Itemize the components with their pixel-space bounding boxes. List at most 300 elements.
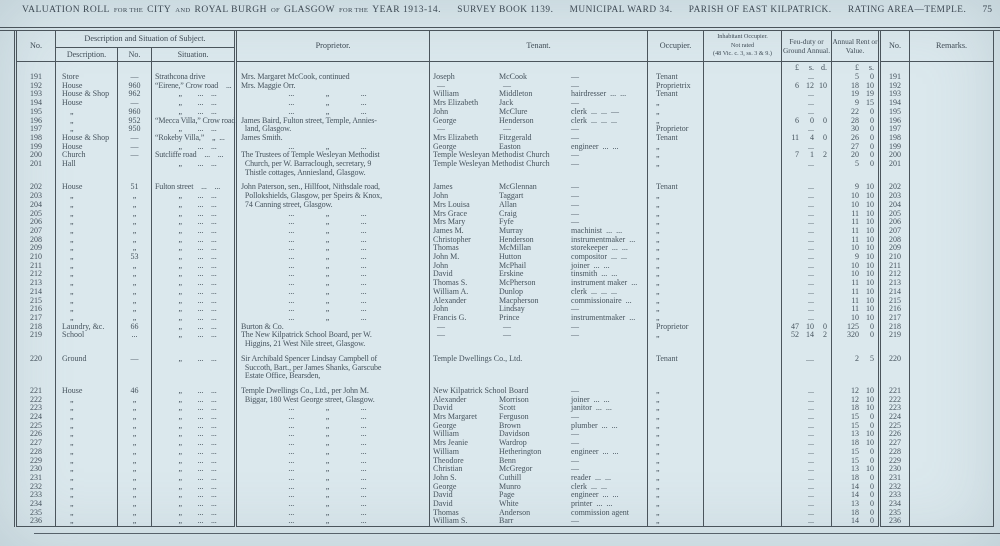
- cell-description: „: [56, 253, 118, 262]
- cell-house-no: „: [118, 509, 152, 518]
- cell-proprietor: ... „ ...: [236, 262, 430, 271]
- feu-shillings: ...: [808, 252, 815, 262]
- cell-inhabitant-occupier: [704, 465, 782, 474]
- cell-occupier: Tenant: [648, 177, 704, 192]
- tenant-occupation: clerk ... ... ...: [571, 286, 618, 296]
- tenant-surname: Davidson: [499, 429, 530, 439]
- page-number: 75: [982, 5, 992, 15]
- cell-description: „: [56, 262, 118, 271]
- cell-situation: „ ... ...: [152, 227, 236, 236]
- cell-situation: „ ... ...: [152, 381, 236, 396]
- cell-description: „: [56, 448, 118, 457]
- tenant-surname: Anderson: [499, 507, 531, 517]
- cell-house-no: 51: [118, 177, 152, 192]
- tenant-occupation: tinsmith ... ...: [571, 269, 618, 279]
- cell-occupier: „: [648, 474, 704, 483]
- cell-remarks: [910, 517, 994, 526]
- rent-pounds: 26: [851, 132, 860, 142]
- cell-remarks: [910, 270, 994, 279]
- cell-occupier: Proprietrix: [648, 82, 704, 91]
- title-segment: FOR THE: [338, 7, 369, 14]
- header-tenant: Tenant.: [430, 31, 648, 62]
- cell-situation: „ ... ...: [152, 422, 236, 431]
- feu-shillings: ...: [808, 490, 815, 500]
- table-row: [16, 381, 994, 396]
- table-row: [16, 340, 994, 349]
- cell-feu-duty: [782, 160, 832, 169]
- rent-shillings: 0: [870, 481, 875, 491]
- cell-inhabitant-occupier: [704, 422, 782, 431]
- tenant-occupation: —: [571, 217, 580, 227]
- cell-occupier: „: [648, 439, 704, 448]
- cell-occupier: „: [648, 218, 704, 227]
- tenant-occupation: instrumentmaker ...: [571, 312, 636, 322]
- cell-description: „: [56, 517, 118, 526]
- cell-occupier: „: [648, 262, 704, 271]
- feu-shillings: ...: [808, 516, 815, 526]
- feu-shillings: 1: [810, 150, 815, 160]
- cell-entry-no: 210: [16, 253, 56, 262]
- cell-entry-no: 211: [16, 262, 56, 271]
- header-description: Description.: [56, 48, 118, 62]
- cell-entry-no: 195: [16, 108, 56, 117]
- cell-feu-duty: [782, 305, 832, 314]
- cell-remarks: [910, 372, 994, 381]
- cell-occupier: „: [648, 227, 704, 236]
- rent-shillings: 0: [870, 330, 875, 340]
- feu-shillings: ...: [808, 499, 815, 509]
- cell-entry-no-right: 191: [880, 73, 910, 82]
- cell-house-no: 53: [118, 253, 152, 262]
- valuation-roll-table: [14, 31, 994, 527]
- tenant-occupation: engineer ... ...: [571, 141, 619, 151]
- cell-proprietor: ... „ ...: [236, 297, 430, 306]
- cell-description: „: [56, 297, 118, 306]
- tenant-surname: White: [499, 499, 519, 509]
- cell-house-no: —: [118, 143, 152, 152]
- cell-entry-no-right: 194: [880, 99, 910, 108]
- cell-inhabitant-occupier: [704, 253, 782, 262]
- cell-occupier: Proprietor: [648, 323, 704, 332]
- cell-remarks: [910, 430, 994, 439]
- tenant-forename: Christian: [433, 464, 463, 474]
- feu-shillings: ...: [808, 507, 815, 517]
- cell-feu-duty: [782, 517, 832, 526]
- cell-feu-duty: [782, 331, 832, 340]
- rent-pounds: 5: [855, 72, 860, 81]
- cell-entry-no: 208: [16, 236, 56, 245]
- cell-situation: „ ... ...: [152, 448, 236, 457]
- feu-shillings: ...: [808, 260, 815, 270]
- cell-tenant: [430, 323, 648, 332]
- rent-shillings: 10: [866, 260, 875, 270]
- tenant-forename: Mrs Louisa: [433, 199, 470, 209]
- tenant-occupation: —: [571, 304, 580, 314]
- cell-situation: „ ... ...: [152, 90, 236, 99]
- tenant-surname: Lindsay: [499, 304, 525, 314]
- feu-pounds: 52: [791, 330, 800, 340]
- cell-description: [56, 364, 118, 373]
- cell-entry-no: 226: [16, 430, 56, 439]
- cell-inhabitant-occupier: [704, 160, 782, 169]
- table-row: [16, 364, 994, 373]
- rent-pounds: 19: [851, 89, 860, 99]
- tenant-occupation: —: [571, 455, 580, 465]
- tenant-occupation: —: [571, 132, 580, 142]
- tenant-forename: Francis G.: [433, 312, 467, 322]
- cell-description: School: [56, 331, 118, 340]
- cell-house-no: —: [118, 134, 152, 143]
- cell-entry-no: 215: [16, 297, 56, 306]
- cell-house-no: „: [118, 439, 152, 448]
- cell-entry-no: 200: [16, 151, 56, 160]
- header-annual-rent: Annual Rent or Value.: [832, 31, 880, 62]
- rent-pounds: 22: [851, 106, 860, 116]
- rent-pounds: 15: [851, 420, 860, 430]
- tenant-forename: Theodore: [433, 455, 464, 465]
- cell-occupier: [648, 372, 704, 381]
- cell-occupier: „: [648, 117, 704, 126]
- feu-pence: 2: [823, 330, 828, 340]
- tenant-surname: Morrison: [499, 394, 529, 404]
- cell-house-no: „: [118, 314, 152, 323]
- cell-proprietor: ... „ ...: [236, 244, 430, 253]
- cell-entry-no: 192: [16, 82, 56, 91]
- cell-situation: „ ... ...: [152, 323, 236, 332]
- cell-feu-duty: [782, 448, 832, 457]
- tenant-forename: John: [433, 191, 449, 201]
- cell-remarks: [910, 279, 994, 288]
- cell-house-no: „: [118, 465, 152, 474]
- cell-feu-duty: [782, 253, 832, 262]
- cell-remarks: [910, 236, 994, 245]
- cell-remarks: [910, 227, 994, 236]
- cell-entry-no: 219: [16, 331, 56, 340]
- cell-inhabitant-occupier: [704, 117, 782, 126]
- tenant-occupation: —: [571, 429, 580, 439]
- feu-shillings: ...: [808, 481, 815, 491]
- cell-description: Hall: [56, 160, 118, 169]
- tenant-forename: John: [433, 260, 449, 270]
- table-row: [16, 160, 994, 169]
- cell-situation: „ ... ...: [152, 465, 236, 474]
- header-feu-duty: Feu-duty or Ground Annual.: [782, 31, 832, 62]
- cell-remarks: [910, 244, 994, 253]
- tenant-forename: Temple Wesleyan Methodist Church: [433, 159, 550, 169]
- tenant-surname: McCook: [499, 72, 528, 81]
- cell-occupier: „: [648, 381, 704, 396]
- cell-proprietor: ... „ ...: [236, 99, 430, 108]
- cell-situation: „ ... ...: [152, 218, 236, 227]
- cell-entry-no: 216: [16, 305, 56, 314]
- tenant-surname: Brown: [499, 420, 521, 430]
- rent-pounds: 18: [851, 438, 860, 448]
- cell-feu-duty: [782, 210, 832, 219]
- cell-inhabitant-occupier: [704, 509, 782, 518]
- tenant-forename: William A.: [433, 286, 469, 296]
- cell-feu-duty: [782, 151, 832, 160]
- cell-situation: Fulton street ... ...: [152, 177, 236, 192]
- feu-shillings: ...: [808, 217, 815, 227]
- cell-situation: „ ... ...: [152, 474, 236, 483]
- cell-occupier: Tenant: [648, 134, 704, 143]
- cell-proprietor: ... „ ...: [236, 509, 430, 518]
- cell-entry-no: [16, 340, 56, 349]
- rent-shillings: 0: [870, 490, 875, 500]
- cell-remarks: [910, 218, 994, 227]
- feu-shillings: ...: [808, 72, 815, 81]
- cell-description: „: [56, 270, 118, 279]
- cell-remarks: [910, 108, 994, 117]
- cell-proprietor: ... „ ...: [236, 448, 430, 457]
- feu-shillings: ...: [808, 243, 815, 253]
- rent-shillings: 10: [866, 243, 875, 253]
- tenant-forename: Mrs Mary: [433, 217, 466, 227]
- cell-occupier: „: [648, 99, 704, 108]
- cell-inhabitant-occupier: [704, 340, 782, 349]
- cell-entry-no: 232: [16, 483, 56, 492]
- tenant-surname: Henderson: [499, 234, 534, 244]
- cell-house-no: „: [118, 457, 152, 466]
- cell-occupier: „: [648, 288, 704, 297]
- cell-inhabitant-occupier: [704, 331, 782, 340]
- feu-pence: 2: [823, 150, 828, 160]
- header-no-left: No.: [16, 31, 56, 62]
- cell-description: „: [56, 430, 118, 439]
- rent-pounds: 11: [851, 208, 860, 218]
- cell-house-no: „: [118, 288, 152, 297]
- cell-situation: „ ... ...: [152, 201, 236, 210]
- cell-feu-duty: [782, 349, 832, 364]
- cell-inhabitant-occupier: [704, 192, 782, 201]
- tenant-occupation: printer ... ...: [571, 499, 613, 509]
- feu-shillings: ...: [808, 182, 815, 192]
- cell-entry-no: 225: [16, 422, 56, 431]
- cell-remarks: [910, 491, 994, 500]
- tenant-surname: Hutton: [499, 252, 522, 262]
- tenant-occupation: joiner ... ...: [571, 394, 610, 404]
- cell-inhabitant-occupier: [704, 491, 782, 500]
- cell-house-no: „: [118, 210, 152, 219]
- cell-entry-no-right: 234: [880, 500, 910, 509]
- tenant-surname: Middleton: [499, 89, 533, 99]
- cell-entry-no-right: 205: [880, 210, 910, 219]
- rent-pounds: 2: [855, 353, 860, 363]
- cell-remarks: [910, 160, 994, 169]
- cell-house-no: —: [118, 151, 152, 160]
- cell-feu-duty: [782, 422, 832, 431]
- tenant-forename: John: [433, 106, 449, 116]
- cell-house-no: „: [118, 483, 152, 492]
- tenant-occupation: commission agent: [571, 507, 630, 517]
- cell-inhabitant-occupier: [704, 73, 782, 82]
- cell-description: Church: [56, 151, 118, 160]
- cell-remarks: [910, 364, 994, 373]
- cell-proprietor: ... „ ...: [236, 500, 430, 509]
- cell-entry-no-right: 204: [880, 201, 910, 210]
- page-bottom-rule: [34, 533, 1000, 534]
- cell-feu-duty: [782, 288, 832, 297]
- title-segment: VALUATION ROLL: [22, 5, 110, 15]
- rent-pounds: 18: [851, 403, 860, 413]
- cell-situation: Strathcona drive: [152, 73, 236, 82]
- cell-entry-no-right: 230: [880, 465, 910, 474]
- rent-shillings: 0: [870, 446, 875, 456]
- rent-shillings: 10: [866, 295, 875, 305]
- cell-situation: „ ... ...: [152, 517, 236, 526]
- cell-entry-no-right: 215: [880, 297, 910, 306]
- rent-shillings: 10: [866, 191, 875, 201]
- cell-description: „: [56, 305, 118, 314]
- tenant-forename: David: [433, 269, 453, 279]
- cell-entry-no-right: 207: [880, 227, 910, 236]
- cell-description: „: [56, 279, 118, 288]
- cell-inhabitant-occupier: [704, 134, 782, 143]
- cell-situation: „ ... ...: [152, 108, 236, 117]
- cell-feu-duty: [782, 465, 832, 474]
- rent-pounds: 13: [851, 429, 860, 439]
- tenant-occupation: —: [571, 208, 580, 218]
- rent-pounds: 10: [851, 243, 860, 253]
- cell-inhabitant-occupier: [704, 323, 782, 332]
- cell-situation: “Eirene,” Crow road ...: [152, 82, 236, 91]
- page-header: [22, 5, 992, 15]
- rent-pounds: 15: [851, 455, 860, 465]
- tenant-forename: Mrs Elizabeth: [433, 98, 479, 108]
- feu-pounds: 6: [795, 80, 800, 90]
- cell-proprietor: land, Glasgow.: [236, 125, 430, 134]
- cell-feu-duty: [782, 236, 832, 245]
- cell-tenant: [430, 465, 648, 474]
- tenant-surname: Wardrop: [499, 438, 527, 448]
- cell-annual-rent: [832, 349, 880, 364]
- cell-entry-no-right: 229: [880, 457, 910, 466]
- cell-occupier: Tenant: [648, 73, 704, 82]
- cell-description: „: [56, 244, 118, 253]
- cell-house-no: „: [118, 305, 152, 314]
- header-proprietor: Proprietor.: [236, 31, 430, 62]
- cell-situation: „ ... ...: [152, 99, 236, 108]
- cell-inhabitant-occupier: [704, 236, 782, 245]
- rent-shillings: 0: [870, 455, 875, 465]
- cell-entry-no: 197: [16, 125, 56, 134]
- cell-situation: „ ... ...: [152, 483, 236, 492]
- cell-remarks: [910, 82, 994, 91]
- cell-proprietor: ... „ ...: [236, 404, 430, 413]
- cell-description: „: [56, 117, 118, 126]
- cell-feu-duty: [782, 483, 832, 492]
- rent-pounds: 9: [855, 98, 860, 108]
- cell-house-no: „: [118, 279, 152, 288]
- cell-remarks: [910, 457, 994, 466]
- cell-entry-no: [16, 364, 56, 373]
- feu-shillings: ...: [808, 403, 815, 413]
- cell-remarks: [910, 465, 994, 474]
- tenant-forename: Christopher: [433, 234, 471, 244]
- cell-entry-no: 234: [16, 500, 56, 509]
- cell-house-no: „: [118, 227, 152, 236]
- cell-description: Store: [56, 73, 118, 82]
- inhabitant-line-3: (48 Vic. c. 3, ss. 3 & 9.): [713, 50, 772, 58]
- cell-inhabitant-occupier: [704, 413, 782, 422]
- cell-occupier: „: [648, 500, 704, 509]
- cell-description: House: [56, 82, 118, 91]
- cell-tenant: [430, 160, 648, 169]
- cell-house-no: 960: [118, 82, 152, 91]
- cell-situation: „ ... ...: [152, 297, 236, 306]
- tenant-occupation: storekeeper ... ...: [571, 243, 628, 253]
- cell-remarks: [910, 396, 994, 405]
- cell-house-no: „: [118, 297, 152, 306]
- cell-house-no: 950: [118, 125, 152, 134]
- rent-pounds: 11: [851, 278, 860, 288]
- cell-house-no: 66: [118, 323, 152, 332]
- rent-pounds: 10: [851, 269, 860, 279]
- cell-feu-duty: [782, 227, 832, 236]
- cell-inhabitant-occupier: [704, 439, 782, 448]
- cell-annual-rent: [832, 340, 880, 349]
- rent-shillings: 10: [866, 252, 875, 262]
- cell-inhabitant-occupier: [704, 279, 782, 288]
- cell-feu-duty: [782, 509, 832, 518]
- cell-proprietor: Mrs. Margaret McCook, continued: [236, 73, 430, 82]
- cell-annual-rent: [832, 177, 880, 192]
- rent-shillings: 0: [870, 106, 875, 116]
- cell-house-no: 46: [118, 381, 152, 396]
- cell-remarks: [910, 500, 994, 509]
- tenant-surname: —: [499, 321, 512, 331]
- feu-shillings: 12: [806, 80, 815, 90]
- table-row: [16, 169, 994, 178]
- rent-shillings: 10: [866, 312, 875, 322]
- cell-feu-duty: [782, 381, 832, 396]
- cell-situation: „ ... ...: [152, 396, 236, 405]
- cell-entry-no-right: 200: [880, 151, 910, 160]
- rent-pounds: 320: [847, 330, 860, 340]
- cell-description: House: [56, 381, 118, 396]
- cell-tenant: [430, 253, 648, 262]
- cell-proprietor: ... „ ...: [236, 457, 430, 466]
- cell-inhabitant-occupier: [704, 262, 782, 271]
- feu-shillings: ...: [808, 199, 815, 209]
- cell-entry-no: 198: [16, 134, 56, 143]
- cell-description: Laundry, &c.: [56, 323, 118, 332]
- rent-pounds: 10: [851, 191, 860, 201]
- tenant-occupation: —: [571, 191, 580, 201]
- tenant-occupation: —: [571, 72, 580, 81]
- cell-situation: „ ... ...: [152, 262, 236, 271]
- cell-remarks: [910, 323, 994, 332]
- tenant-forename: —: [433, 124, 446, 134]
- cell-entry-no-right: 236: [880, 517, 910, 526]
- cell-entry-no-right: 211: [880, 262, 910, 271]
- rent-pounds: 11: [851, 304, 860, 314]
- rent-shillings: 10: [866, 385, 875, 395]
- cell-entry-no: 236: [16, 517, 56, 526]
- cell-situation: [152, 340, 236, 349]
- cell-feu-duty: [782, 244, 832, 253]
- rent-pounds: 10: [851, 260, 860, 270]
- tenant-forename: Thomas: [433, 507, 459, 517]
- tenant-forename: George: [433, 141, 457, 151]
- cell-tenant: [430, 314, 648, 323]
- tenant-occupation: instrumentmaker ...: [571, 234, 636, 244]
- cell-house-no: 952: [118, 117, 152, 126]
- cell-occupier: „: [648, 236, 704, 245]
- cell-description: „: [56, 422, 118, 431]
- cell-situation: „ ... ...: [152, 430, 236, 439]
- cell-description: „: [56, 314, 118, 323]
